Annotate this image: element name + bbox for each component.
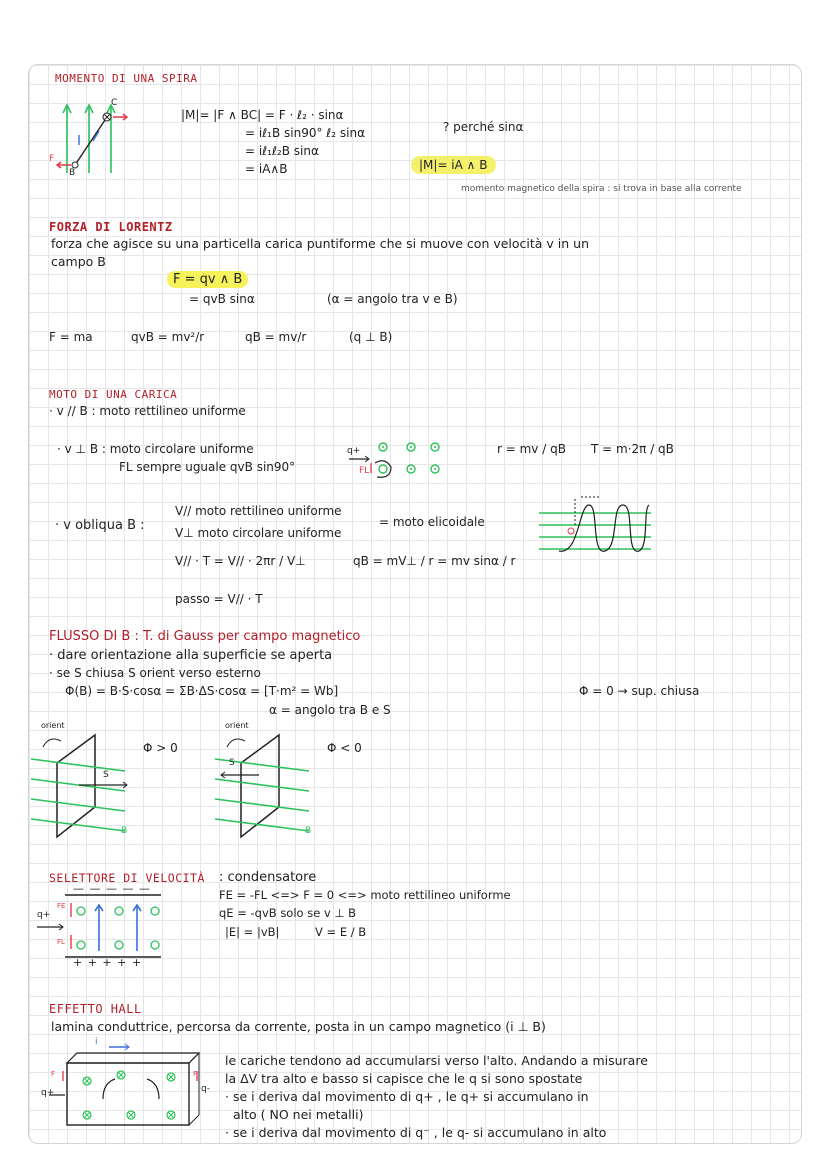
lorentz-desc-1: forza che agisce su una particella carica puntiforme che si muove con velocità v in un <box>51 236 590 251</box>
flusso-line-2: · se S chiusa S orient verso esterno <box>49 666 261 680</box>
section-title-lorentz: FORZA DI LORENTZ <box>49 220 173 234</box>
selettore-eq-1: FE = -FL <=> F = 0 <=> moto rettilineo uniforme <box>219 888 511 902</box>
spira-label-f: F <box>49 154 55 164</box>
section-title-spira: MOMENTO DI UNA SPIRA <box>55 72 198 85</box>
section-title-moto: MOTO DI UNA CARICA <box>49 388 178 401</box>
moto-eq-vt: V// · T = V// · 2πr / V⊥ <box>175 554 306 568</box>
moto-passo: passo = V// · T <box>175 592 263 606</box>
flux-pos-label: Φ > 0 <box>143 741 178 755</box>
flux-neg-orient: orient <box>225 721 249 730</box>
spira-label-b: B <box>69 168 76 178</box>
selettore-minus: — — — — — <box>73 882 151 895</box>
spira-note: momento magnetico della spira : si trova in base alla corrente <box>461 184 742 194</box>
moto-eq-qb: qB = mV⊥ / r = mv sinα / r <box>353 554 516 568</box>
flux-negative-diagram <box>213 725 343 845</box>
selettore-plus: + + + + + <box>73 956 143 969</box>
lorentz-angle-note: (α = angolo tra v e B) <box>327 292 458 306</box>
spira-eq-4: = iA∧B <box>245 162 288 176</box>
notebook-page <box>28 64 802 1144</box>
spira-label-c: C <box>111 98 118 108</box>
selettore-subtitle: : condensatore <box>219 870 317 885</box>
hall-label-qm: q- <box>201 1084 210 1094</box>
flusso-closed: Φ = 0 → sup. chiusa <box>579 684 700 698</box>
spira-eq-2: = iℓ₁B sin90° ℓ₂ sinα <box>245 126 365 140</box>
moto-eq-t: T = m·2π / qB <box>591 442 674 456</box>
selettore-label-fl: FL <box>57 938 65 946</box>
section-title-hall: EFFETTO HALL <box>49 1002 142 1016</box>
lorentz-perp: (q ⊥ B) <box>349 330 393 344</box>
flusso-eq: Φ(B) = B·S·cosα = ΣB·ΔS·cosα = [T·m² = Wb] <box>65 684 339 698</box>
section-title-selettore: SELETTORE DI VELOCITÀ <box>49 871 205 885</box>
hall-label-qp: q+ <box>41 1088 55 1098</box>
hall-p1: le cariche tendono ad accumularsi verso l'alto. Andando a misurare <box>225 1053 648 1068</box>
moto-eq-r: r = mv / qB <box>497 442 566 456</box>
flux-pos-s: S <box>103 770 109 780</box>
flux-neg-s: S <box>229 758 235 768</box>
moto-v-par: V// moto rettilineo uniforme <box>175 504 342 518</box>
hall-label-f-right: F <box>193 1070 198 1078</box>
lorentz-eq-3: F = ma <box>49 330 93 344</box>
lorentz-eq-1: F = qv ∧ B <box>167 271 248 288</box>
moto-v-perp: V⊥ moto circolare uniforme <box>175 526 342 540</box>
spira-eq-3: = iℓ₁ℓ₂B sinα <box>245 144 319 158</box>
flusso-angle: α = angolo tra B e S <box>269 703 391 717</box>
lorentz-eq-2: = qvB sinα <box>189 292 255 306</box>
selettore-eq-4: V = E / B <box>315 925 367 939</box>
moto-line-2: · v ⊥ B : moto circolare uniforme <box>57 442 254 456</box>
moto-line-3: FL sempre uguale qvB sin90° <box>119 460 296 474</box>
lorentz-desc-2: campo B <box>51 254 106 269</box>
hall-p5: · se i deriva dal movimento di q⁻ , le q- si accumulano in alto <box>225 1125 607 1140</box>
selettore-label-fe: FE <box>57 902 66 910</box>
circular-motion-diagram <box>345 439 455 489</box>
moto-elicoidale: = moto elicoidale <box>379 515 485 529</box>
moto-label-fl: FL <box>359 466 370 476</box>
hall-label-f-left: F <box>51 1070 56 1078</box>
lorentz-eq-5: qB = mv/r <box>245 330 307 344</box>
flux-neg-label: Φ < 0 <box>327 741 362 755</box>
helix-diagram <box>539 485 651 557</box>
selettore-eq-2: qE = -qvB solo se v ⊥ B <box>219 906 356 920</box>
moto-label-q: q+ <box>347 446 361 456</box>
flux-positive-diagram <box>29 725 159 845</box>
spira-eq-1: |M|= |F ∧ BC| = F · ℓ₂ · sinα <box>181 108 344 122</box>
flux-pos-b: B <box>121 826 128 836</box>
section-title-flusso: FLUSSO DI B : T. di Gauss per campo magnetico <box>49 629 361 644</box>
hall-effect-diagram <box>49 1043 225 1135</box>
spira-question: ? perché sinα <box>443 120 524 134</box>
hall-p4: alto ( NO nei metalli) <box>233 1107 364 1122</box>
moto-obliqua: · v obliqua B : <box>55 518 145 533</box>
hall-p2: la ΔV tra alto e basso si capisce che le q si sono spostate <box>225 1071 583 1086</box>
selettore-label-q: q+ <box>37 910 51 920</box>
flux-pos-orient: orient <box>41 721 65 730</box>
spira-result: |M|= iA ∧ B <box>411 156 496 174</box>
selettore-eq-3: |E| = |vB| <box>225 925 280 939</box>
hall-label-i: i <box>95 1037 98 1047</box>
hall-p3: · se i deriva dal movimento di q+ , le q+ si accumulano in <box>225 1089 589 1104</box>
flux-neg-b: B <box>305 826 312 836</box>
moto-line-1: · v // B : moto rettilineo uniforme <box>49 404 246 418</box>
lorentz-eq-4: qvB = mv²/r <box>131 330 205 344</box>
flusso-line-1: · dare orientazione alla superficie se aperta <box>49 648 333 663</box>
hall-desc: lamina conduttrice, percorsa da corrente, posta in un campo magnetico (i ⊥ B) <box>51 1019 546 1034</box>
